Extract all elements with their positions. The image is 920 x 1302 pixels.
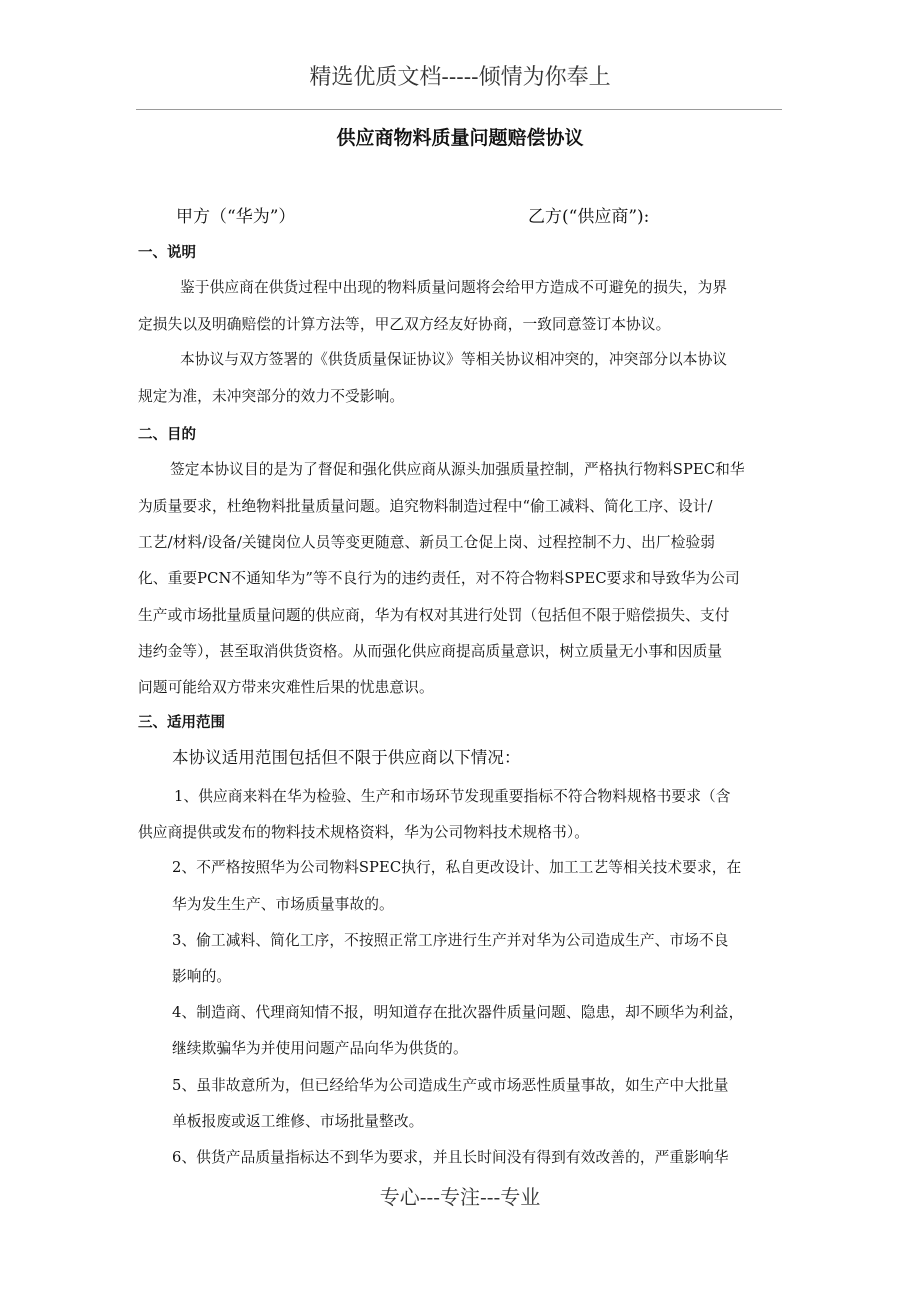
section-heading: 三、适用范围 (138, 715, 225, 731)
paragraph-line: 签定本协议目的是为了督促和强化供应商从源头加强质量控制，严格执行物料SPEC和华 (170, 461, 745, 478)
list-item-continuation: 华为发生生产、市场质量事故的。 (172, 896, 394, 913)
paragraph-line: 鉴于供应商在供货过程中出现的物料质量问题将会给甲方造成不可避免的损失，为界 (180, 279, 728, 296)
paragraph-line: 化、重要PCN不通知华为”等不良行为的违约责任，对不符合物料SPEC要求和导致华为公司 (138, 570, 740, 587)
paragraph-line: 为质量要求，杜绝物料批量质量问题。追究物料制造过程中“偷工减料、简化工序、设计/ (138, 498, 713, 515)
paragraph-line: 问题可能给双方带来灾难性后果的忧患意识。 (138, 679, 434, 696)
list-item: 1、供应商来料在华为检验、生产和市场环节发现重要指标不符合物料规格书要求（含 (174, 788, 731, 805)
section-heading: 二、目的 (138, 427, 196, 443)
page-header: 精选优质文档-----倾情为你奉上 (309, 65, 611, 90)
list-item-continuation: 继续欺骗华为并使用问题产品向华为供货的。 (172, 1040, 468, 1057)
header-divider (136, 109, 782, 110)
paragraph-line: 违约金等），甚至取消供货资格。从而强化供应商提高质量意识，树立质量无小事和因质量 (138, 643, 723, 660)
list-item: 6、供货产品质量指标达不到华为要求，并且长时间没有得到有效改善的，严重影响华 (172, 1149, 729, 1166)
list-item: 2、不严格按照华为公司物料SPEC执行，私自更改设计、加工工艺等相关技术要求，在 (172, 859, 742, 876)
paragraph-line: 本协议与双方签署的《供货质量保证协议》等相关协议相冲突的，冲突部分以本协议 (180, 351, 728, 368)
list-item: 5、虽非故意所为，但已经给华为公司造成生产或市场恶性质量事故，如生产中大批量 (172, 1077, 729, 1094)
list-item-continuation: 影响的。 (172, 968, 232, 985)
party-a: 甲方（“华为”） (176, 207, 296, 227)
paragraph-line: 定损失以及明确赔偿的计算方法等，甲乙双方经友好协商，一致同意签订本协议。 (138, 316, 671, 333)
scope-intro: 本协议适用范围包括但不限于供应商以下情况： (172, 748, 521, 767)
page-footer: 专心---专注---专业 (379, 1185, 541, 1209)
document-title: 供应商物料质量问题赔偿协议 (336, 127, 584, 149)
paragraph-line: 生产或市场批量质量问题的供应商，华为有权对其进行处罚（包括但不限于赔偿损失、支付 (138, 607, 730, 624)
list-item-continuation: 供应商提供或发布的物料技术规格资料，华为公司物料技术规格书）。 (138, 824, 590, 841)
list-item-continuation: 单板报废或返工维修、市场批量整改。 (172, 1113, 424, 1130)
paragraph-line: 工艺/材料/设备/关键岗位人员等变更随意、新员工仓促上岗、过程控制不力、出厂检验弱 (138, 534, 716, 551)
list-item: 4、制造商、代理商知情不报，明知道存在批次器件质量问题、隐患，却不顾华为利益， (172, 1004, 744, 1021)
paragraph-line: 规定为准，未冲突部分的效力不受影响。 (138, 388, 405, 405)
section-heading: 一、说明 (138, 245, 196, 261)
party-b: 乙方(“供应商”): (528, 207, 650, 227)
list-item: 3、偷工减料、简化工序，不按照正常工序进行生产并对华为公司造成生产、市场不良 (172, 932, 729, 949)
